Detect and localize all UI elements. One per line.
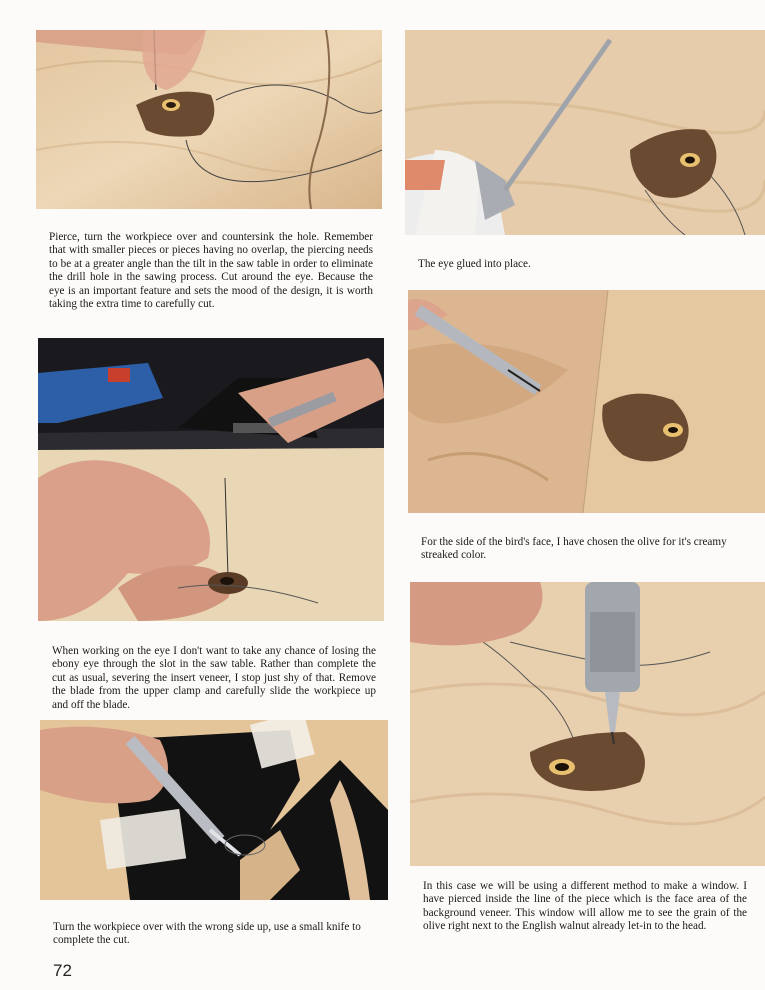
page-number: 72	[53, 961, 72, 980]
photo-eye-glued	[405, 30, 765, 235]
caption-knife-cut: Turn the workpiece over with the wrong side up, use a small knife to complete the cut.	[53, 921, 361, 947]
caption-scroll-saw: When working on the eye I don't want to take any chance of losing the ebony eye through the slot in the saw table. Rather than complete the cut as usual, severing the insert veneer, I stop just shy of that. Remove the blade from the upper clamp and carefully slide the workpiece up and off the blade.	[52, 645, 376, 711]
photo-knife-cut	[40, 720, 388, 900]
photo-awl-window	[410, 582, 765, 866]
caption-olive-veneer: For the side of the bird's face, I have chosen the olive for it's creamy streaked color.	[421, 536, 727, 562]
photo-pierce-eye	[36, 30, 382, 209]
photo-olive-veneer	[408, 290, 765, 513]
photo-scroll-saw	[38, 338, 384, 621]
caption-awl-window: In this case we will be using a different method to make a window. I have pierced inside the line of the piece which is the face area of the background veneer. This window will allow me to see the grain of the olive right next to the English walnut already let-in to the head.	[423, 880, 747, 933]
caption-pierce-eye: Pierce, turn the workpiece over and countersink the hole. Remember that with smaller pieces or pieces having no overlap, the piercing needs to be at a greater angle than the tilt in the saw table in order to eliminate the drill hole in the sawing process. Cut around the eye. Because the eye is an important feature and sets the mood of the design, it is worth taking the extra time to carefully cut.	[49, 231, 373, 311]
caption-eye-glued: The eye glued into place.	[418, 258, 531, 270]
